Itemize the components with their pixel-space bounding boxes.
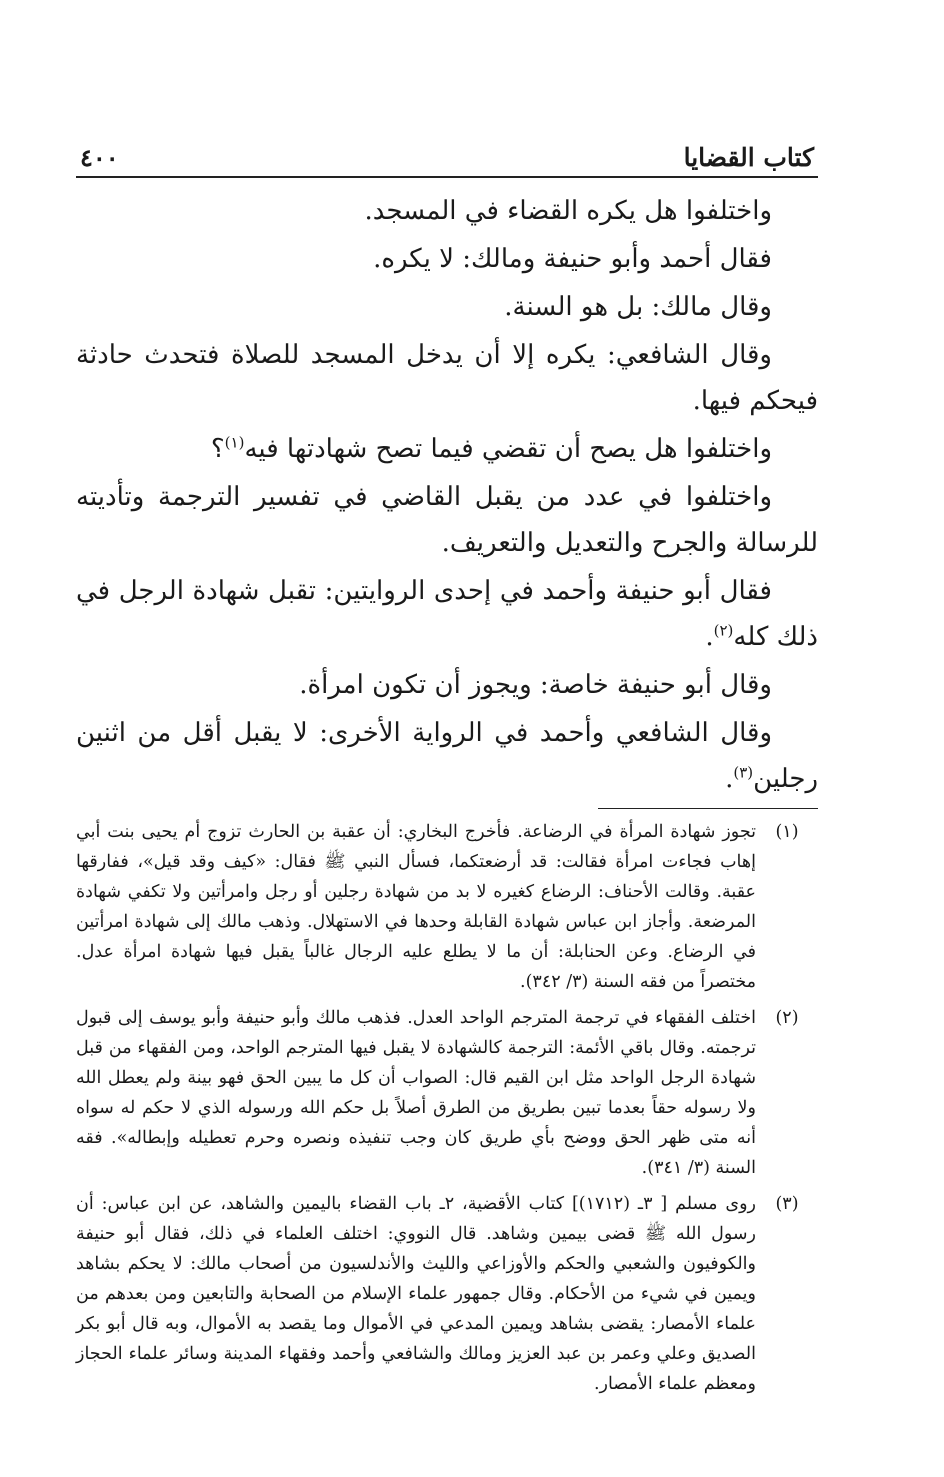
- footnote-ref: (٣): [733, 763, 754, 782]
- paragraph: واختلفوا هل يكره القضاء في المسجد.: [364, 196, 772, 226]
- paragraph: وقال مالك: بل هو السنة.: [504, 292, 772, 322]
- footnote-text: روى مسلم [ ٣ـ (١٧١٢)] كتاب الأقضية، ٢ـ باب القضاء باليمين والشاهد، عن ابن عباس: أن رسول الله ﷺ قضى بيمين وشاهد. قال النووي: اختلف العلماء في ذلك، فقال أبو حنيفة والكوفيون والشعبي والحكم والأوزاعي والليث والأندلسيون من أصحاب مالك: لا يحكم بشاهد ويمين في شيء من الأحكام. وقال جمهور علماء الإسلام من الصحابة والتابعين ومن بعدهم من علماء الأمصار: يقضى بشاهد ويمين المدعي في الأموال وما يقصد به الأموال، وبه قال أبو بكر الصديق وعلي وعمر بن عبد العزيز ومالك والشافعي وأحمد وفقهاء المدينة وسائر علماء الحجاز ومعظم علماء الأمصار.: [76, 1194, 757, 1394]
- paragraph: وقال الشافعي: يكره إلا أن يدخل المسجد للصلاة فتحدث حادثة فيحكم فيها.: [76, 340, 818, 416]
- footnote-ref: (٢): [713, 621, 734, 640]
- footnote-number: (٣): [775, 1194, 799, 1214]
- punctuation: .: [725, 764, 734, 794]
- footnote-separator: [598, 808, 818, 809]
- paragraph: [76, 568, 818, 660]
- footnote-text: اختلف الفقهاء في ترجمة المترجم الواحد العدل. فذهب مالك وأبو حنيفة وأبو يوسف إلى قبول ترجمته. وقال باقي الأئمة: الترجمة كالشهادة لا يقبل فيها المترجم الواحد، ومن الفقهاء من قبل شهادة الرجل الواحد مثل ابن القيم قال: الصواب أن كل ما يبين الحق فهو بينة ولم يعطل الله ولا رسوله حقاً بعدما تبين بطريق من الطرق أصلاً بل حكم الله ورسوله الذي لا حكم له سواه أنه متى ظهر الحق ووضح بأي طريق كان وجب تنفيذه ونصره وحرم تعطيله وإبطاله». فقه السنة (٣/ ٣٤١).: [76, 1008, 756, 1178]
- paragraph: [76, 710, 818, 802]
- paragraph-text: فقال أبو حنيفة وأحمد في إحدى الروايتين: تقبل شهادة الرجل في ذلك كله: [76, 576, 818, 652]
- paragraph-text: واختلفوا هل يصح أن تقضي فيما تصح شهادتها فيه: [244, 434, 772, 464]
- footnote-ref: (١): [224, 433, 245, 452]
- page-number: ٤٠٠: [80, 143, 119, 172]
- footnote-text: تجوز شهادة المرأة في الرضاعة. فأخرج البخاري: أن عقبة بن الحارث تزوج أم يحيى بنت أبي إهاب فجاءت امرأة فقالت: قد أرضعتكما، فسأل النبي ﷺ فقال: «كيف وقد قيل»، ففارقها عقبة. وقالت الأحناف: الرضاع كغيره لا بد من شهادة رجلين أو رجل وامرأتين ولا تكفي شهادة المرضعة. وأجاز ابن عباس شهادة القابلة وحدها في الاستهلال. وذهب مالك إلى شهادة امرأتين في الرضاع. وعن الحنابلة: أن ما لا يطلع عليه الرجال غالباً يقبل فيها شهادة امرأة عدل. مختصراً من فقه السنة (٣/ ٣٤٢).: [76, 822, 756, 992]
- paragraph: فقال أحمد وأبو حنيفة ومالك: لا يكره.: [373, 244, 772, 274]
- paragraph: [76, 426, 818, 472]
- paragraph: واختلفوا في عدد من يقبل القاضي في تفسير الترجمة وتأديته للرسالة والجرح والتعديل والتعريف.: [76, 482, 818, 558]
- footnote: [76, 1003, 818, 1183]
- punctuation: ؟: [210, 434, 225, 464]
- paragraph: وقال أبو حنيفة خاصة: ويجوز أن تكون امرأة.: [299, 670, 772, 700]
- footnotes: [76, 817, 818, 1399]
- footnote-number: (٢): [775, 1008, 799, 1028]
- book-page: [76, 128, 818, 1405]
- footnote: [76, 1189, 818, 1399]
- running-title: كتاب القضايا: [683, 143, 814, 172]
- main-text: [76, 188, 818, 802]
- punctuation: .: [705, 622, 714, 652]
- footnote-number: (١): [775, 822, 799, 842]
- page-header: [76, 128, 818, 178]
- paragraph-text: وقال الشافعي وأحمد في الرواية الأخرى: لا يقبل أقل من اثنين رجلين: [76, 718, 818, 794]
- footnote: [76, 817, 818, 997]
